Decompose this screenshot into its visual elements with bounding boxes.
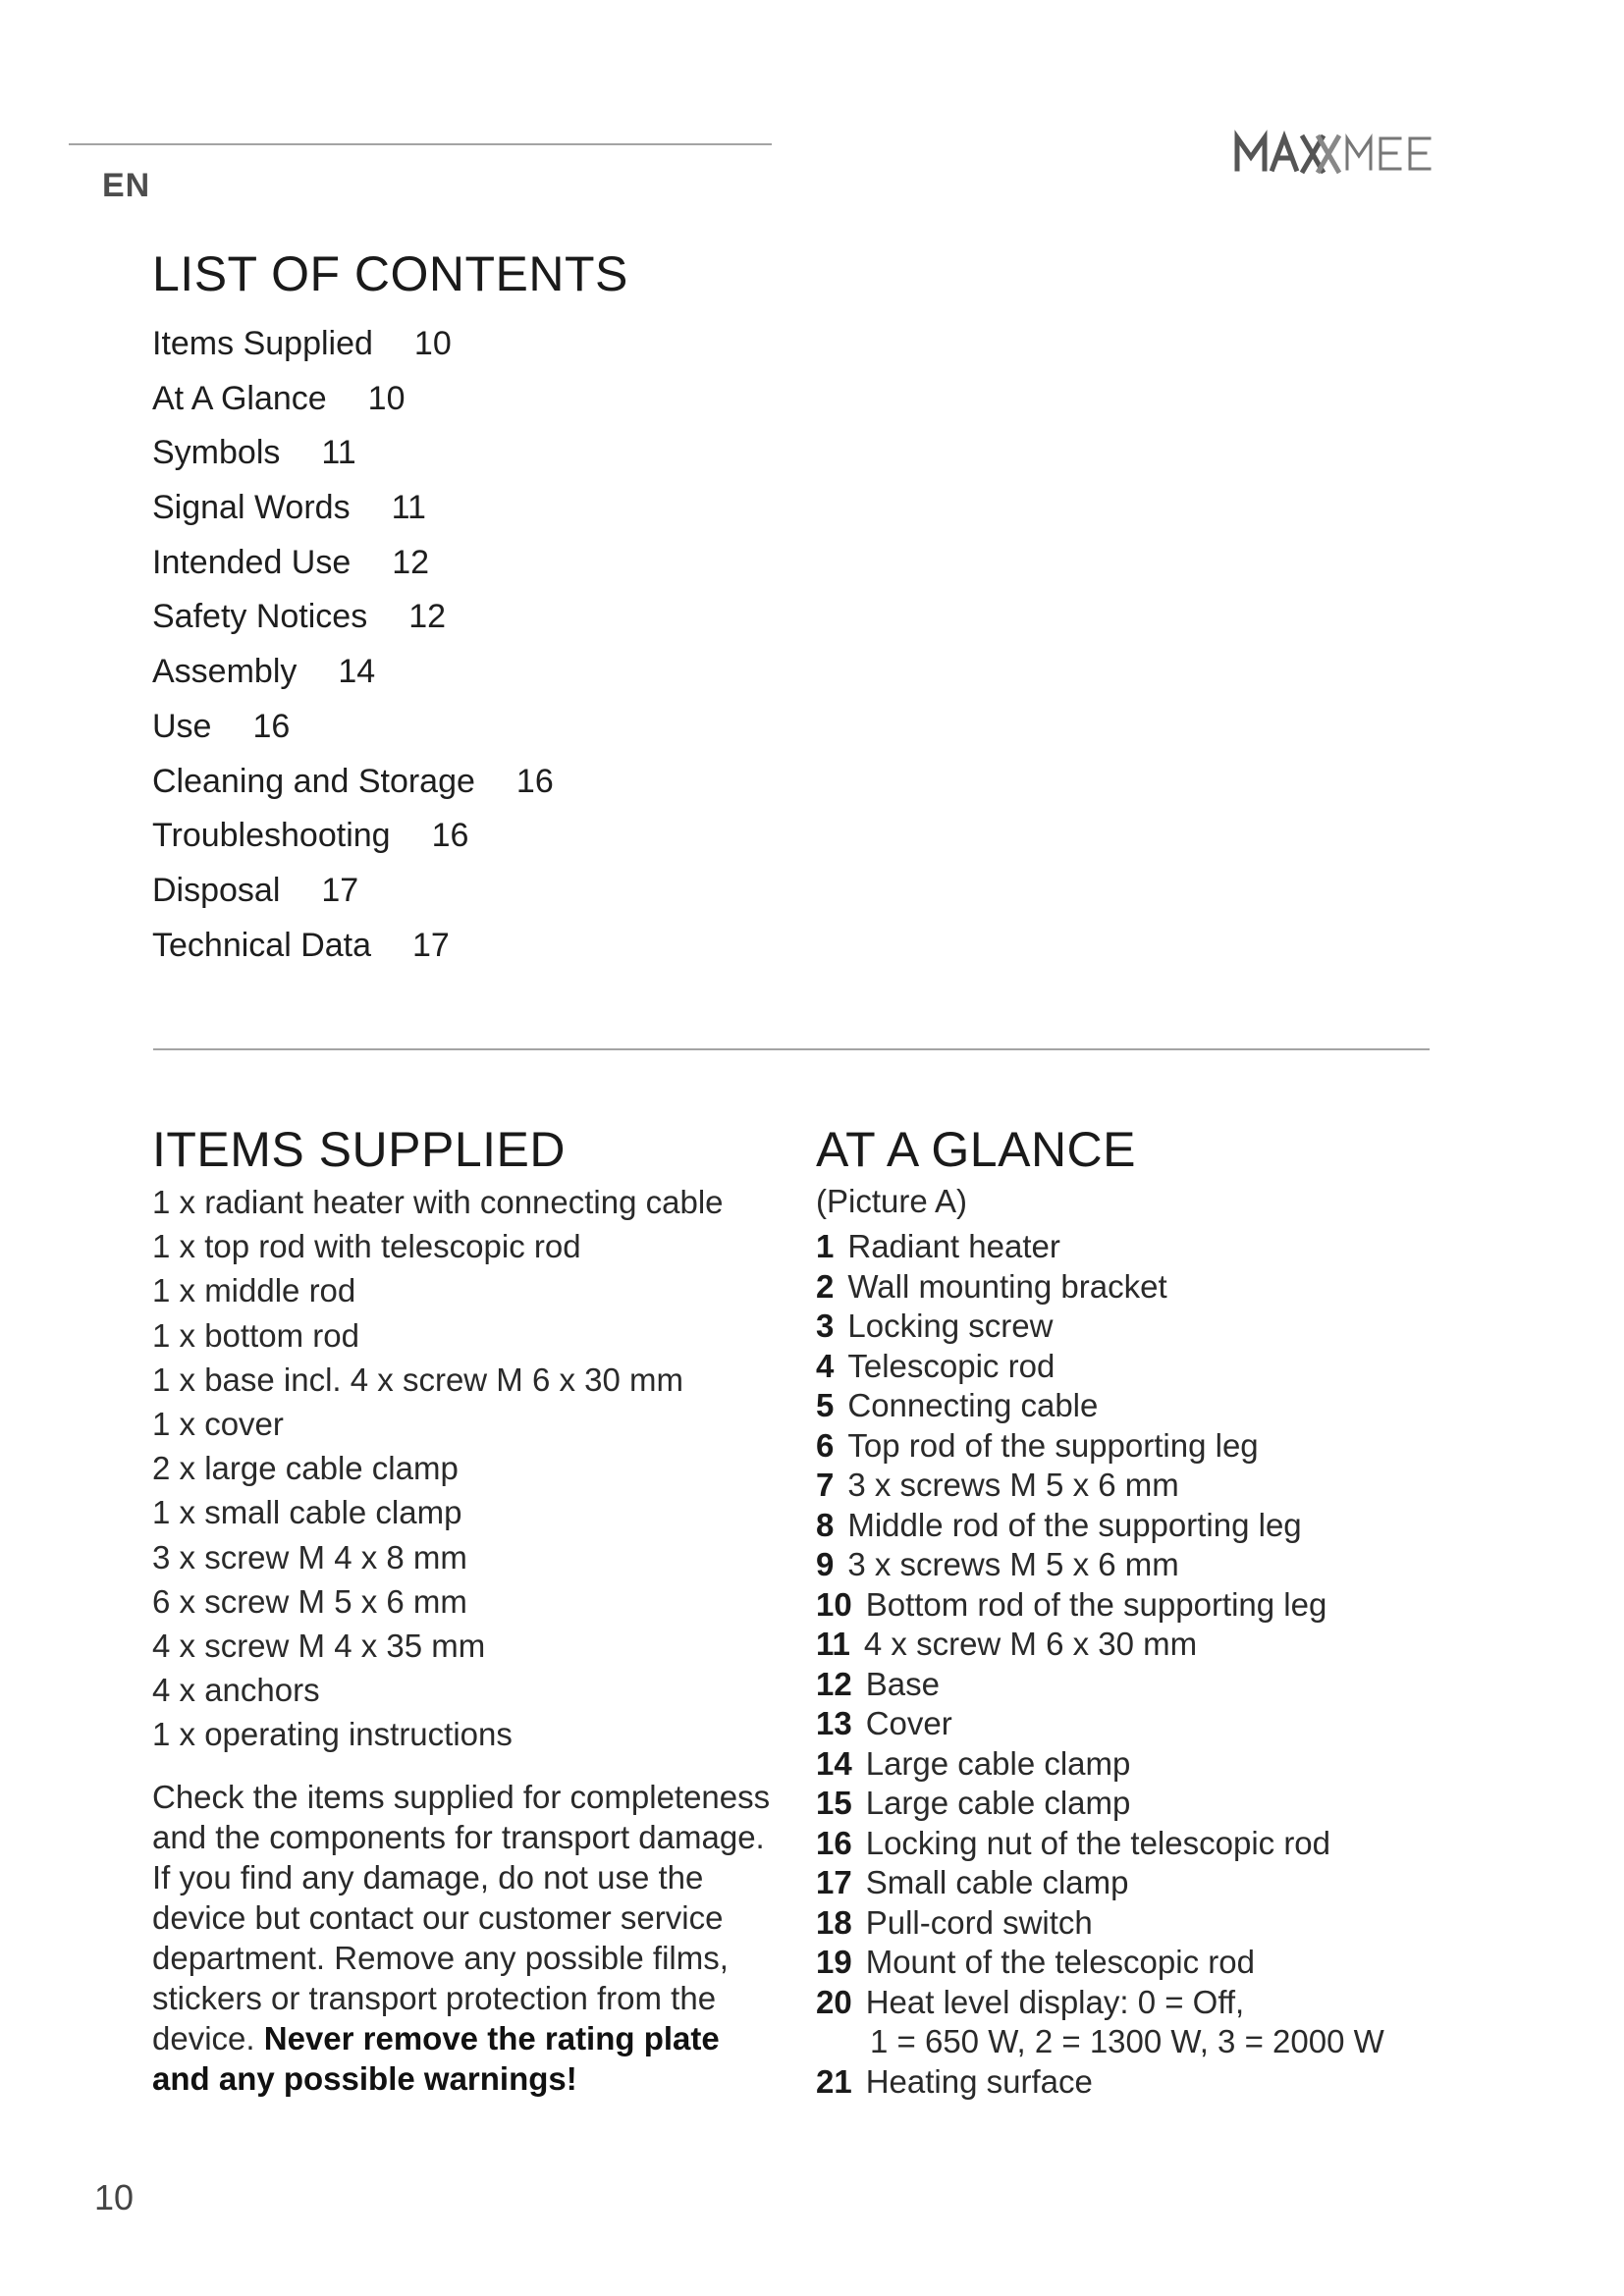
toc-entry-label: Use [152,707,212,745]
part-number: 6 [816,1426,835,1464]
toc-entry [152,918,554,973]
parts-list [816,1227,1384,2102]
toc-entry-label: Troubleshooting [152,817,391,855]
part-item [816,1227,1384,1267]
part-label: Heating surface [865,2062,1093,2100]
part-item [816,1824,1384,1864]
toc-entry-label: Items Supplied [152,325,373,362]
toc-entry-page: 10 [413,325,452,362]
part-number: 1 [816,1228,835,1264]
toc-entry-page: 17 [412,926,450,964]
supplied-item: 1 x small cable clamp [152,1494,462,1531]
part-label: Connecting cable [847,1387,1099,1423]
picture-reference: (Picture A) [816,1183,968,1219]
items-check-note: Check the items supplied for completeness and the components for transport damage. If you find any damage, do not use the device but contact our customer service department. Remove any possible films, stickers or transport protection from the device. Never remove the rating plate and any possible warnings! [152,1779,771,2097]
part-item [816,2022,1384,2062]
supplied-item: 1 x middle rod [152,1272,356,1309]
part-label: Pull-cord switch [865,1903,1093,1941]
toc-entry-page: 16 [431,817,469,855]
part-item [816,1506,1384,1546]
part-item [816,1744,1384,1785]
part-item [816,1784,1384,1824]
part-number: 10 [816,1585,852,1623]
warning-text: Never remove the rating plate and any possible warnings! [152,2020,720,2097]
part-number: 2 [816,1267,835,1305]
part-label: Locking screw [847,1308,1054,1344]
part-label: 4 x screw M 6 x 30 mm [863,1626,1198,1662]
part-number: 19 [816,1944,852,1980]
toc-entry-label: Technical Data [152,926,372,964]
top-divider [69,143,772,145]
section-divider [153,1048,1430,1050]
part-item [816,1426,1384,1467]
supplied-item: 1 x cover [152,1405,284,1442]
part-number: 4 [816,1347,835,1384]
part-item [816,1307,1384,1347]
part-item [816,1704,1384,1744]
toc-entry [152,699,554,754]
page-number: 10 [94,2177,135,2217]
part-number: 14 [816,1744,852,1782]
items-supplied-list [152,1180,724,1756]
part-number: 18 [816,1903,852,1941]
toc-entry [152,589,554,644]
part-label: Telescopic rod [847,1347,1056,1384]
part-item [816,1903,1384,1944]
toc-title: LIST OF CONTENTS [152,246,628,301]
part-label: Large cable clamp [865,1785,1131,1821]
part-item [816,1625,1384,1665]
items-supplied-title: ITEMS SUPPLIED [152,1122,566,1177]
part-label: 3 x screws M 5 x 6 mm [847,1546,1179,1582]
part-label: Bottom rod of the supporting leg [865,1585,1327,1623]
part-number: 21 [816,2062,852,2100]
supplied-item: 1 x base incl. 4 x screw M 6 x 30 mm [152,1361,684,1398]
part-item [816,1983,1384,2023]
part-number: 7 [816,1467,835,1503]
part-label: Radiant heater [847,1228,1060,1264]
part-number: 20 [816,1983,852,2020]
supplied-item: 1 x radiant heater with connecting cable [152,1184,724,1220]
toc-entry-label: Safety Notices [152,598,368,636]
toc-entry-label: Intended Use [152,543,352,581]
part-label: Top rod of the supporting leg [847,1426,1259,1464]
part-number: 9 [816,1546,835,1582]
toc-entry-page: 11 [321,434,356,472]
toc-entry-label: Signal Words [152,489,351,527]
part-number: 11 [816,1626,850,1662]
part-number: 16 [816,1824,852,1861]
supplied-item: 1 x bottom rod [152,1316,359,1354]
part-number: 8 [816,1506,835,1543]
toc-entry [152,863,554,918]
part-label: Mount of the telescopic rod [865,1944,1255,1980]
part-item [816,1943,1384,1983]
part-label: 3 x screws M 5 x 6 mm [847,1467,1179,1503]
toc-entry [152,425,554,480]
toc-entry [152,535,554,590]
supplied-item: 4 x anchors [152,1672,320,1709]
toc-entry-page: 10 [367,379,406,417]
toc-entry-label: Symbols [152,434,281,472]
part-item [816,1585,1384,1626]
toc-entry [152,480,554,535]
at-a-glance-title: AT A GLANCE [816,1122,1137,1177]
toc-entry-label: At A Glance [152,379,327,417]
part-label: Locking nut of the telescopic rod [865,1824,1331,1861]
part-label: Base [865,1665,940,1702]
toc-entry [152,808,554,863]
toc-entry [152,644,554,699]
language-code: EN [102,167,151,204]
part-number: 12 [816,1665,852,1702]
part-number: 13 [816,1705,852,1741]
toc-entry-page: 16 [252,707,291,745]
part-item [816,1347,1384,1387]
toc-entry-page: 17 [321,871,359,909]
toc-entry-label: Disposal [152,871,281,909]
supplied-item: 4 x screw M 4 x 35 mm [152,1627,486,1664]
part-item [816,1665,1384,1705]
toc-entry-page: 12 [392,543,430,581]
part-label: Heat level display: 0 = Off, [865,1983,1245,2020]
toc-entry [152,316,554,371]
toc-entry [152,754,554,809]
part-label: Wall mounting bracket [847,1267,1167,1305]
part-item [816,1863,1384,1903]
toc-entry [152,371,554,426]
part-label: Large cable clamp [865,1744,1131,1782]
supplied-item: 6 x screw M 5 x 6 mm [152,1582,467,1620]
toc-entry-page: 11 [391,489,426,527]
part-item [816,1466,1384,1506]
part-label: 1 = 650 W, 2 = 1300 W, 3 = 2000 W [870,2023,1384,2059]
toc-entry-label: Cleaning and Storage [152,762,475,800]
part-number: 3 [816,1308,835,1344]
toc-entry-label: Assembly [152,653,298,691]
toc-entry-page: 14 [338,653,376,691]
supplied-item: 1 x operating instructions [152,1716,513,1753]
toc-entry-page: 16 [515,762,554,800]
part-label: Middle rod of the supporting leg [847,1506,1302,1543]
part-item [816,1267,1384,1308]
part-number: 5 [816,1387,835,1423]
part-number: 17 [816,1864,852,1900]
part-item [816,1386,1384,1426]
supplied-item: 3 x screw M 4 x 8 mm [152,1538,467,1575]
part-number: 15 [816,1785,852,1821]
supplied-item: 1 x top rod with telescopic rod [152,1228,581,1265]
part-label: Small cable clamp [865,1864,1129,1900]
part-label: Cover [865,1705,952,1741]
toc-list [152,316,554,972]
toc-entry-page: 12 [408,598,447,636]
part-item [816,2062,1384,2103]
part-item [816,1545,1384,1585]
maxxmee-logo [1233,128,1434,183]
supplied-item: 2 x large cable clamp [152,1450,459,1487]
